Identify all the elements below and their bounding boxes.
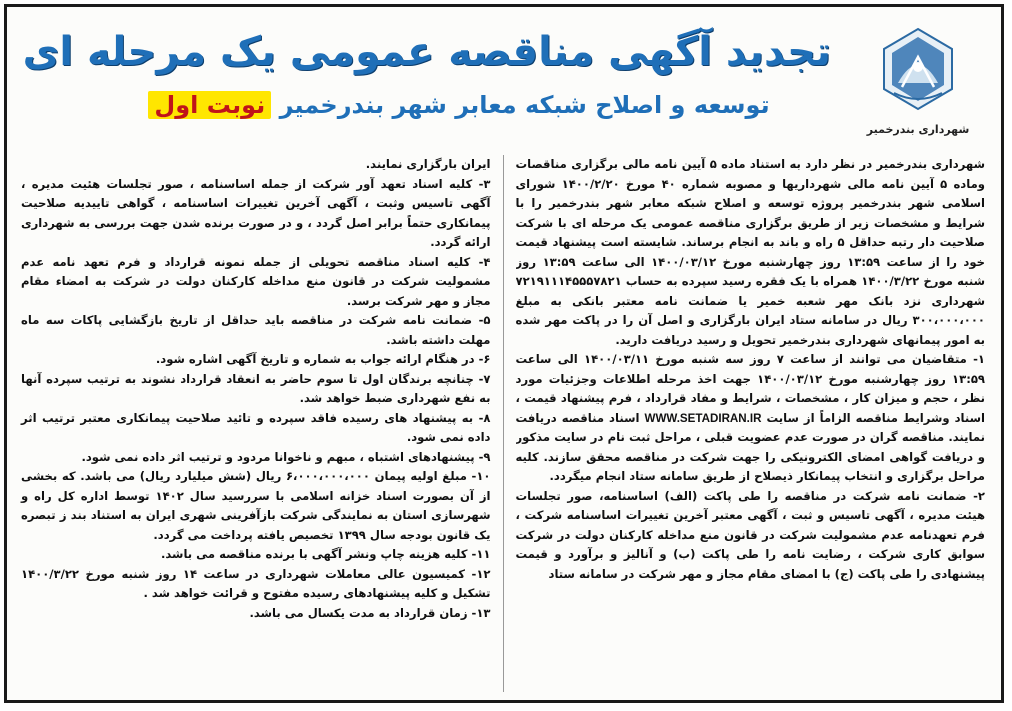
item-1-continued: اسناد مناقصه دریافت نمایند. مناقصه گران در صورت عدم عضویت قبلی ، مراحل ثبت نام در سایت مذکور و دریافت گواهی امضای الکترونیکی را جهت شرکت در مناقصه محقق سازند. کلیه مراحل برگزاری و انتخاب پیمانکار ذیصلاح از طریق سامانه ستاد انجام میگردد. bbox=[515, 410, 985, 483]
column-divider bbox=[503, 155, 504, 692]
item-3: ۳- کلیه اسناد تعهد آور شرکت از جمله اساسنامه ، صور تجلسات هئیت مدیره ، آگهی تاسیس وثبت ، آگهی آخرین تغییرات اساسنامه ، گواهی تاییدیه صلاحیت پیمانکاری حتماً برابر اصل گردد ، و در صورت برنده شدن جهت بررسی به شهرداری ارائه گردد. bbox=[21, 176, 491, 249]
item-4: ۴- کلیه اسناد مناقصه تحویلی از جمله نمونه قرارداد و فرم تعهد نامه عدم مشمولیت شرکت در قانون منع مداخله کارکنان دولت در شرکت به امضاء مقام مجاز و مهر شرکت برسد. bbox=[21, 254, 491, 308]
municipality-logo bbox=[863, 27, 973, 147]
item-13: ۱۳- زمان قرارداد به مدت یکسال می باشد. bbox=[249, 605, 491, 620]
lead-line: ایران بارگزاری نمایند. bbox=[365, 157, 491, 171]
round-badge: نوبت اول bbox=[148, 91, 271, 119]
notice-frame bbox=[4, 4, 1004, 703]
item-10: ۱۰- مبلغ اولیه پیمان ۶،۰۰۰،۰۰۰،۰۰۰ ریال (شش میلیارد ریال) می باشد. که بخشی از آن بصورت اسناد خزانه اسلامی با سررسید سال ۱۴۰۲ توسط اداره کل راه و شهرسازی استان به نمایندگی شرکت بازآفرینی شهری ایران به استناد بند ز تبصره یک قانون بودجه سال ۱۳۹۹ تخصیص یافته پرداخت می گردد. bbox=[21, 469, 491, 542]
left-column bbox=[17, 155, 491, 692]
item-9: ۹- پیشنهادهای اشتباه ، مبهم و ناخوانا مردود و ترتیب اثر داده نمی شود. bbox=[81, 449, 491, 464]
item-8: ۸- به پیشنهاد های رسیده فاقد سپرده و تائید صلاحیت پیمانکاری معتبر ترتیب اثر داده نمی شود. bbox=[21, 410, 491, 444]
item-5: ۵- ضمانت نامه شرکت در مناقصه باید حداقل از تاریخ بازگشایی پاکات سه ماه مهلت داشته باشد. bbox=[21, 313, 491, 347]
notice-subtitle bbox=[87, 91, 831, 120]
right-column bbox=[516, 155, 992, 692]
item-6: ۶- در هنگام ارائه جواب به شماره و تاریخ آگهی اشاره شود. bbox=[155, 352, 491, 366]
notice-title: تجدید آگهی مناقصه عمومی یک مرحله ای bbox=[22, 29, 831, 75]
notice-body bbox=[17, 155, 991, 692]
item-1-text: ۱- متقاضیان می توانند از ساعت ۷ روز سه شنبه مورخ ۱۴۰۰/۰۳/۱۱ الی ساعت ۱۳:۵۹ روز چهارشنبه مورخ ۱۴۰۰/۰۳/۱۲ جهت اخذ مرحله اطلاعات وجزئیات مورد نظر ، حجم و میزان کار ، مشخصات ، شرایط و مفاد قرارداد ، فرم پیشنهاد قیمت ، اسناد وشرایط مناقصه الزاماً از سایت bbox=[515, 352, 985, 425]
notice-header bbox=[7, 7, 1001, 152]
item-7: ۷- چنانچه برندگان اول تا سوم حاضر به انعقاد قرارداد نشوند به ترتیب سپرده آنها به نفع شهرداری ضبط خواهد شد. bbox=[21, 371, 491, 405]
item-11: ۱۱- کلیه هزینه چاپ ونشر آگهی با برنده مناقصه می باشد. bbox=[160, 547, 491, 561]
municipality-emblem-icon bbox=[878, 27, 958, 119]
item-12: ۱۲- کمیسیون عالی معاملات شهرداری در ساعت ۱۴ روز شنبه مورخ ۱۴۰۰/۳/۲۲ تشکیل و کلیه پیشنهادهای رسیده مفتوح و قرائت خواهد شد . bbox=[21, 566, 491, 600]
item-1 bbox=[516, 350, 986, 487]
logo-caption: شهرداری بندرخمیر bbox=[866, 123, 970, 136]
item-2: ۲- ضمانت نامه شرکت در مناقصه را طی پاکت (الف) اساسنامه، صور تجلسات هیئت مدیره ، آگهی تاسیس و ثبت ، آگهی معتبر آخرین تغییرات اساسنامه شرکت ، فرم تعهدنامه عدم مشمولیت شرکت در قانون منع مداخله کارکنان دولت در شرکت سوابق کاری شرکت ، رضایت نامه را طی پاکت (ب) و آنالیز و برآورد و قیمت پیشنهادی را طی پاکت (ج) با امضای مقام مجاز و مهر شرکت در سامانه ستاد bbox=[515, 488, 985, 581]
setad-website-link[interactable]: WWW.SETADIRAN.IR bbox=[644, 411, 762, 425]
subtitle-text: توسعه و اصلاح شبکه معابر شهر بندرخمیر bbox=[279, 91, 770, 119]
intro-paragraph: شهرداری بندرخمیر در نظر دارد به استناد ماده ۵ آیین نامه مالی برگزاری مناقصات وماده ۵ آیین نامه مالی شهرداریها و مصوبه شماره ۴۰ مورخ ۱۴۰۰/۲/۲۰ شورای اسلامی شهر بندرخمیر پروژه توسعه و اصلاح شبکه معابر شهر بندرخمیر را با شرایط و مشخصات زیر از طریق برگزاری مناقصه عمومی یک مرحله ای با شرکت صلاحیت دار رتبه حداقل ۵ راه و باند به انجام برساند. شایسته است پیشنهاد قیمت خود را از ساعت ۱۳:۵۹ روز چهارشنبه مورخ ۱۴۰۰/۰۳/۱۲ الی ساعت ۱۳:۵۹ روز شنبه مورخ ۱۴۰۰/۳/۲۲ همراه با یک فقره رسید سپرده به حساب ۷۲۱۹۱۱۱۴۵۵۵۷۸۲۱ شهرداری نزد بانک مهر شعبه خمیر یا ضمانت نامه معتبر بانکی به مبلغ ۳۰۰،۰۰۰،۰۰۰ ریال در سامانه ستاد ایران بارگزاری و اصل آن را در پاکت مهر شده به امور پیمانهای شهرداری بندرخمیر تحویل و رسید دریافت دارید. bbox=[515, 157, 986, 347]
